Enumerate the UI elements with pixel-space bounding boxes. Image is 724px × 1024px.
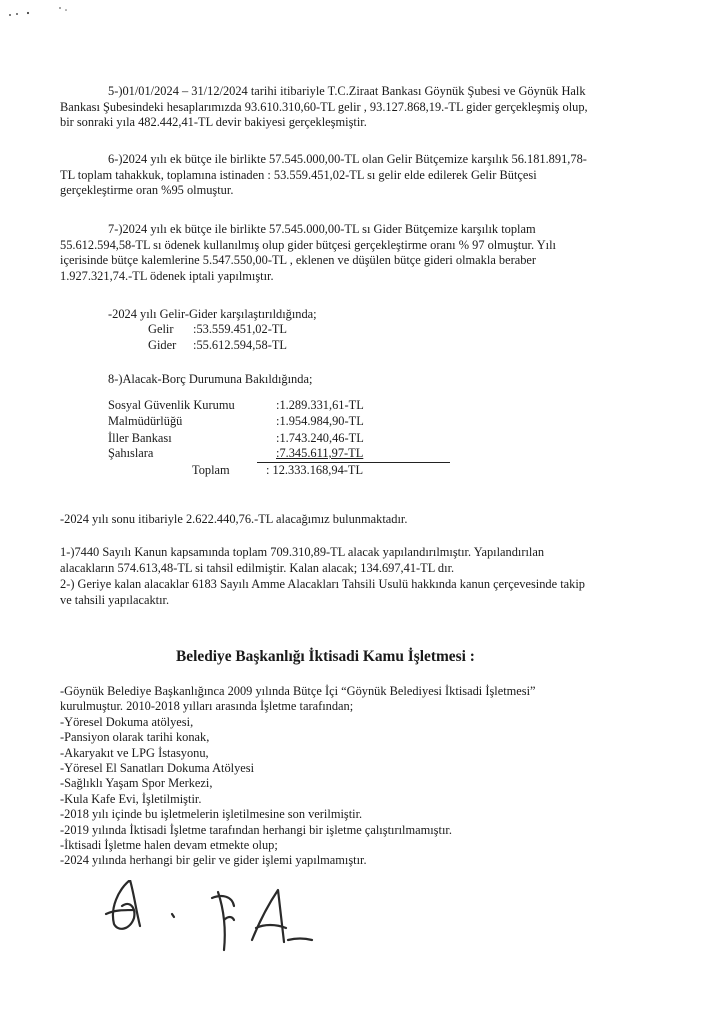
comparison-label-gider: Gider <box>148 338 177 352</box>
section-heading: Belediye Başkanlığı İktisadi Kamu İşletmesi : <box>176 648 475 665</box>
handwritten-signatures <box>100 880 360 970</box>
paragraph-line: bir sonraki yıla 482.442,41-TL devir bakiyesi gerçekleşmiştir. <box>60 115 367 130</box>
list-item: kurulmuştur. 2010-2018 yılları arasında İşletme tarafından; <box>60 699 354 714</box>
paragraph-line: TL toplam tahakkuk, toplamına istinaden : 53.559.451,02-TL sı gelir elde edilerek Gelir Bütçesi <box>60 167 537 182</box>
paragraph-line: 2-) Geriye kalan alacaklar 6183 Sayılı Amme Alacakları Tahsili Usulü hakkında kanun çerçevesinde takip <box>60 577 585 591</box>
item-1 <box>60 545 688 576</box>
list-item: -Pansiyon olarak tarihi konak, <box>60 730 210 745</box>
receivable-statement: -2024 yılı sonu itibariyle 2.622.440,76.-TL alacağımız bulunmaktadır. <box>60 512 408 526</box>
enterprise-list <box>60 684 688 869</box>
item-2 <box>60 577 688 608</box>
signature-dot <box>172 914 174 917</box>
paragraph-line: 1.927.321,74.-TL ödenek iptali yapılmıştır. <box>60 268 274 283</box>
comparison-value-gider: :55.612.594,58-TL <box>193 338 287 352</box>
signature-1 <box>106 880 140 929</box>
list-item: -Akaryakıt ve LPG İstasyonu, <box>60 745 209 760</box>
debt-total-label: Toplam <box>192 463 230 477</box>
debt-value: :1.743.240,46-TL <box>276 431 364 445</box>
paragraph-line: 7-)2024 yılı ek bütçe ile birlikte 57.545.000,00-TL sı Gider Bütçemize karşılık toplam <box>108 222 536 236</box>
list-item: -2018 yılı içinde bu işletmelerin işletilmesine son verilmiştir. <box>60 807 363 822</box>
paragraph-line: ve tahsili yapılacaktır. <box>60 592 170 607</box>
debt-label: Şahıslara <box>108 446 154 460</box>
paragraph-line: 1-)7440 Sayılı Kanun kapsamında toplam 709.310,89-TL alacak yapılandırılmıştır. Yapılandırılan <box>60 545 545 559</box>
debts-intro: 8-)Alacak-Borç Durumuna Bakıldığında; <box>108 372 313 386</box>
paragraph-line: 55.612.594,58-TL sı ödenek kullanılmış olup gider bütçesi gerçekleştirme oranı % 97 olmuştur. Yılı <box>60 237 556 252</box>
debt-value: :1.289.331,61-TL <box>276 398 364 412</box>
debt-label: Malmüdürlüğü <box>108 414 183 428</box>
debt-label: İller Bankası <box>108 431 172 445</box>
list-item: -Göynük Belediye Başkanlığınca 2009 yılında Bütçe İçi “Göynük Belediyesi İktisadi İşletmesi” <box>60 684 536 698</box>
paragraph-line: 6-)2024 yılı ek bütçe ile birlikte 57.545.000,00-TL olan Gelir Bütçemize karşılık 56.181.891,78- <box>108 152 587 166</box>
signature-3 <box>252 890 312 942</box>
comparison-label-gelir: Gelir <box>148 322 174 336</box>
paragraph-5 <box>60 84 688 131</box>
list-item: -İktisadi İşletme halen devam etmekte olup; <box>60 838 278 853</box>
debt-value: :7.345.611,97-TL <box>276 446 364 460</box>
list-item: -Yöresel Dokuma atölyesi, <box>60 714 194 729</box>
scan-specks <box>0 0 80 20</box>
paragraph-line: Bankası Şubesindeki hesaplarımızda 93.610.310,60-TL gelir , 93.127.868,19.-TL gider gerçekleşmiş olup, <box>60 99 588 114</box>
comparison-intro: -2024 yılı Gelir-Gider karşılaştırıldığında; <box>108 307 317 321</box>
paragraph-line: gerçekleştirme oran %95 olmuştur. <box>60 183 234 198</box>
debt-value: :1.954.984,90-TL <box>276 414 364 428</box>
paragraph-7 <box>60 222 688 284</box>
list-item: -2019 yılında İktisadi İşletme tarafından herhangi bir işletme çalıştırılmamıştır. <box>60 822 452 837</box>
paragraph-line: içerisinde bütçe kalemlerine 5.547.550,00-TL , eklenen ve düşülen bütçe gideri olmakla beraber <box>60 253 537 268</box>
list-item: -Sağlıklı Yaşam Spor Merkezi, <box>60 776 213 791</box>
paragraph-line: 5-)01/01/2024 – 31/12/2024 tarihi itibariyle T.C.Ziraat Bankası Göynük Şubesi ve Göynük Halk <box>108 84 586 98</box>
paragraph-6 <box>60 152 688 199</box>
comparison-value-gelir: :53.559.451,02-TL <box>193 322 287 336</box>
list-item: -Kula Kafe Evi, İşletilmiştir. <box>60 791 202 806</box>
debt-total-value: : 12.333.168,94-TL <box>266 463 364 477</box>
list-item: -Yöresel El Sanatları Dokuma Atölyesi <box>60 761 255 776</box>
signature-2 <box>212 892 234 950</box>
list-item: -2024 yılında herhangi bir gelir ve gider işlemi yapılmamıştır. <box>60 853 367 868</box>
debt-label: Sosyal Güvenlik Kurumu <box>108 398 235 412</box>
paragraph-line: alacakların 574.613,48-TL si tahsil edilmiştir. Kalan alacak; 134.697,41-TL dır. <box>60 560 455 575</box>
